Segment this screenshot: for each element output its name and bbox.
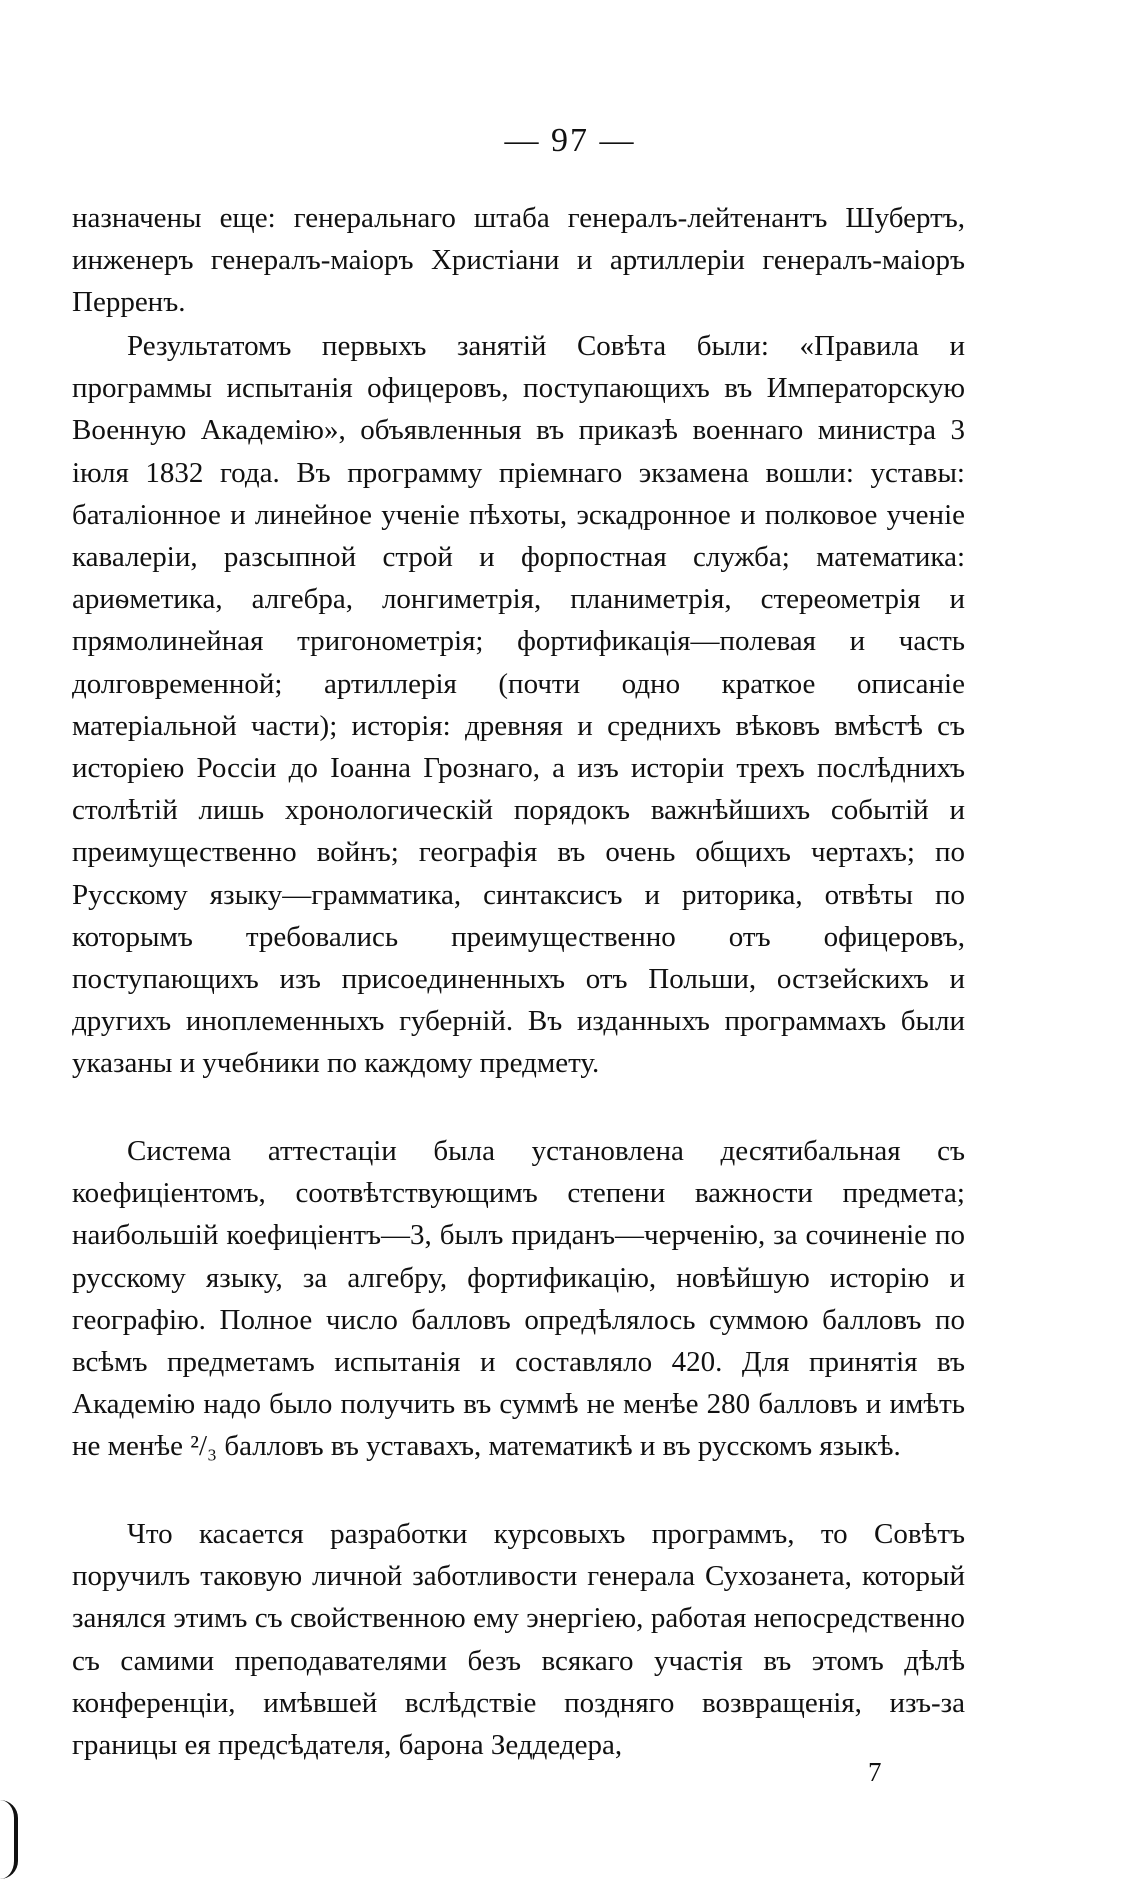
paragraph-grading-system	[72, 1130, 965, 1468]
paragraph-admission-program	[72, 325, 965, 1085]
paragraph-text: Результатомъ первыхъ занятiй Совѣта были: «Правила и программы испытанiя офицеровъ, поступающихъ въ Императорскую Военную Академiю», объявленныя въ приказѣ военнаго министра 3 iюля 1832 года. Въ программу прiемнаго экзамена вошли: уставы: баталiонное и линейное ученiе пѣхоты, эскадронное и полковое ученiе кавалерiи, разсыпной строй и форпостная служба; математика: ариѳметика, алгебра, лонгиметрiя, планиметрiя, стереометрiя и прямолинейная тригонометрiя; фортификацiя—полевая и часть долговременной; артиллерiя (почти одно краткое описанiе матерiальной части); исторiя: древняя и среднихъ вѣковъ вмѣстѣ съ исторiею Россiи до Iоанна Грознаго, а изъ исторiи трехъ послѣднихъ столѣтiй лишь хронологическiй порядокъ важнѣйшихъ событiй и преимущественно войнъ; географiя въ очень общихъ чертахъ; по Русскому языку—грамматика, синтаксисъ и риторика, отвѣты по которымъ требовались преимущественно отъ офицеровъ, поступающихъ изъ присоединенныхъ отъ Польши, остзейскихъ и другихъ иноплеменныхъ губернiй. Въ изданныхъ программахъ были указаны и учебники по каждому предмету.	[72, 330, 965, 1080]
paragraph-course-programs	[72, 1513, 965, 1766]
paragraph-continuation	[72, 197, 965, 324]
paragraph-text: Что касается разработки курсовыхъ программъ, то Совѣтъ поручилъ таковую личной заботливости генерала Сухозанета, который занялся этимъ съ свойственною ему энергiею, работая непосредственно съ самими преподавателями безъ всякаго участiя въ этомъ дѣлѣ конференцiи, имѣвшей вслѣдствiе поздняго возвращенiя, изъ-за границы ея предсѣдателя, барона Зеддедера,	[72, 1518, 965, 1762]
paragraph-text: назначены еще: генеральнаго штаба генералъ-лейтенантъ Шубертъ, инженеръ генералъ-маiоръ Христiани и артиллерiи генералъ-маiоръ Перренъ.	[72, 202, 965, 319]
paragraph-text: Система аттестацiи была установлена десятибальная съ коефицiентомъ, соотвѣтствующимъ степени важности предмета; наибольшiй коефицiентъ—3, былъ приданъ—черченiю, за сочиненiе по русскому языку, за алгебру, фортификацiю, новѣйшую исторiю и географiю. Полное число балловъ опредѣлялось суммою балловъ по всѣмъ предметамъ испытанiя и составляло 420. Для принятiя въ Академiю надо было получить въ суммѣ не менѣе 280 балловъ и имѣть не менѣе ²/₃ балловъ въ уставахъ, математикѣ и въ русскомъ языкѣ.	[72, 1135, 965, 1463]
binding-edge-mark	[0, 1800, 18, 1879]
page-number: — 97 —	[504, 122, 636, 159]
signature-mark: 7	[868, 1757, 882, 1787]
